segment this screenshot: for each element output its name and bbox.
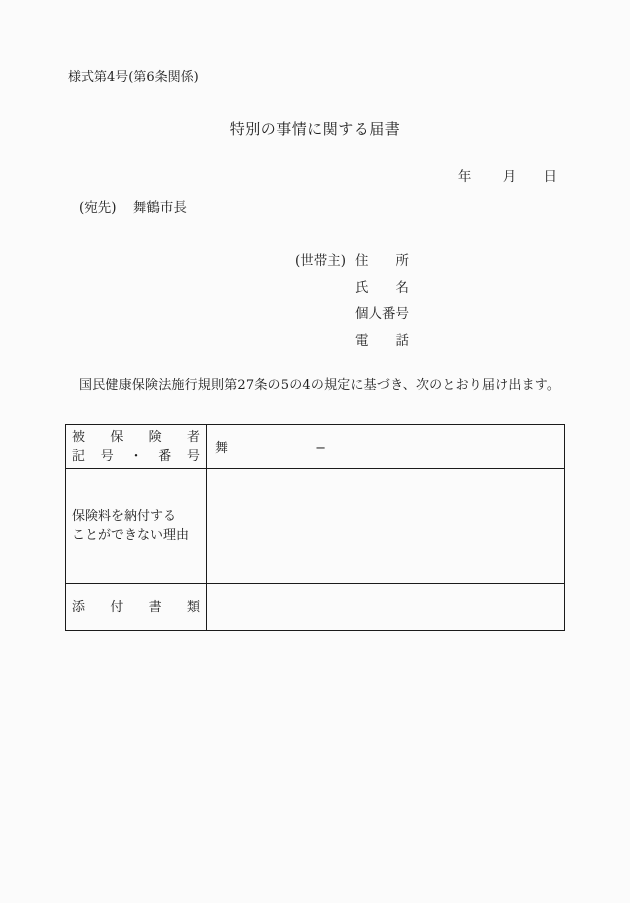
reason-label-cell bbox=[66, 469, 207, 584]
date-year-label: 年 bbox=[457, 169, 472, 185]
date-line bbox=[458, 168, 557, 186]
householder-block bbox=[295, 252, 409, 350]
householder-field-name bbox=[355, 279, 409, 297]
householder-address-label: 住所 bbox=[355, 253, 410, 269]
householder-field-individual-number bbox=[355, 305, 409, 323]
form-number: 様式第4号(第6条関係) bbox=[68, 70, 199, 85]
insured-number-label-line1: 被保険者 bbox=[72, 429, 200, 445]
insured-number-label-cell bbox=[66, 425, 207, 469]
date-day-label: 日 bbox=[543, 169, 557, 185]
reason-label-line2: ことができない理由 bbox=[72, 528, 190, 543]
table-row-attachments bbox=[66, 584, 565, 631]
attachments-label-cell bbox=[66, 584, 207, 631]
statement-text: 国民健康保険法施行規則第27条の5の4の規定に基づき、次のとおり届け出ます。 bbox=[79, 378, 561, 393]
table-row-reason bbox=[66, 469, 565, 584]
insured-number-prefix: 舞 bbox=[215, 441, 229, 456]
householder-prefix: (世帯主) bbox=[295, 253, 347, 269]
document-title: 特別の事情に関する届書 bbox=[229, 120, 401, 138]
householder-field-phone bbox=[355, 332, 409, 350]
insured-number-separator: − bbox=[315, 441, 327, 456]
insured-number-label-line2: 記号・番号 bbox=[72, 448, 200, 464]
householder-field-address bbox=[355, 252, 409, 270]
householder-fields bbox=[355, 252, 409, 350]
attachments-label: 添付書類 bbox=[72, 599, 200, 615]
table-row-insured-number bbox=[66, 425, 565, 469]
insured-number-value-cell bbox=[207, 425, 565, 469]
recipient-name: 舞鶴市長 bbox=[132, 200, 187, 216]
householder-individual-number-label: 個人番号 bbox=[355, 306, 410, 322]
attachments-value-cell bbox=[207, 584, 565, 631]
recipient-line bbox=[79, 199, 187, 217]
reason-value-cell bbox=[207, 469, 565, 584]
form-table bbox=[65, 424, 565, 631]
householder-name-label: 氏名 bbox=[355, 279, 410, 296]
recipient-prefix: (宛先) bbox=[79, 200, 117, 216]
householder-phone-label: 電話 bbox=[355, 332, 410, 349]
reason-label-line1: 保険料を納付する bbox=[72, 509, 177, 524]
date-month-label: 月 bbox=[502, 169, 517, 185]
